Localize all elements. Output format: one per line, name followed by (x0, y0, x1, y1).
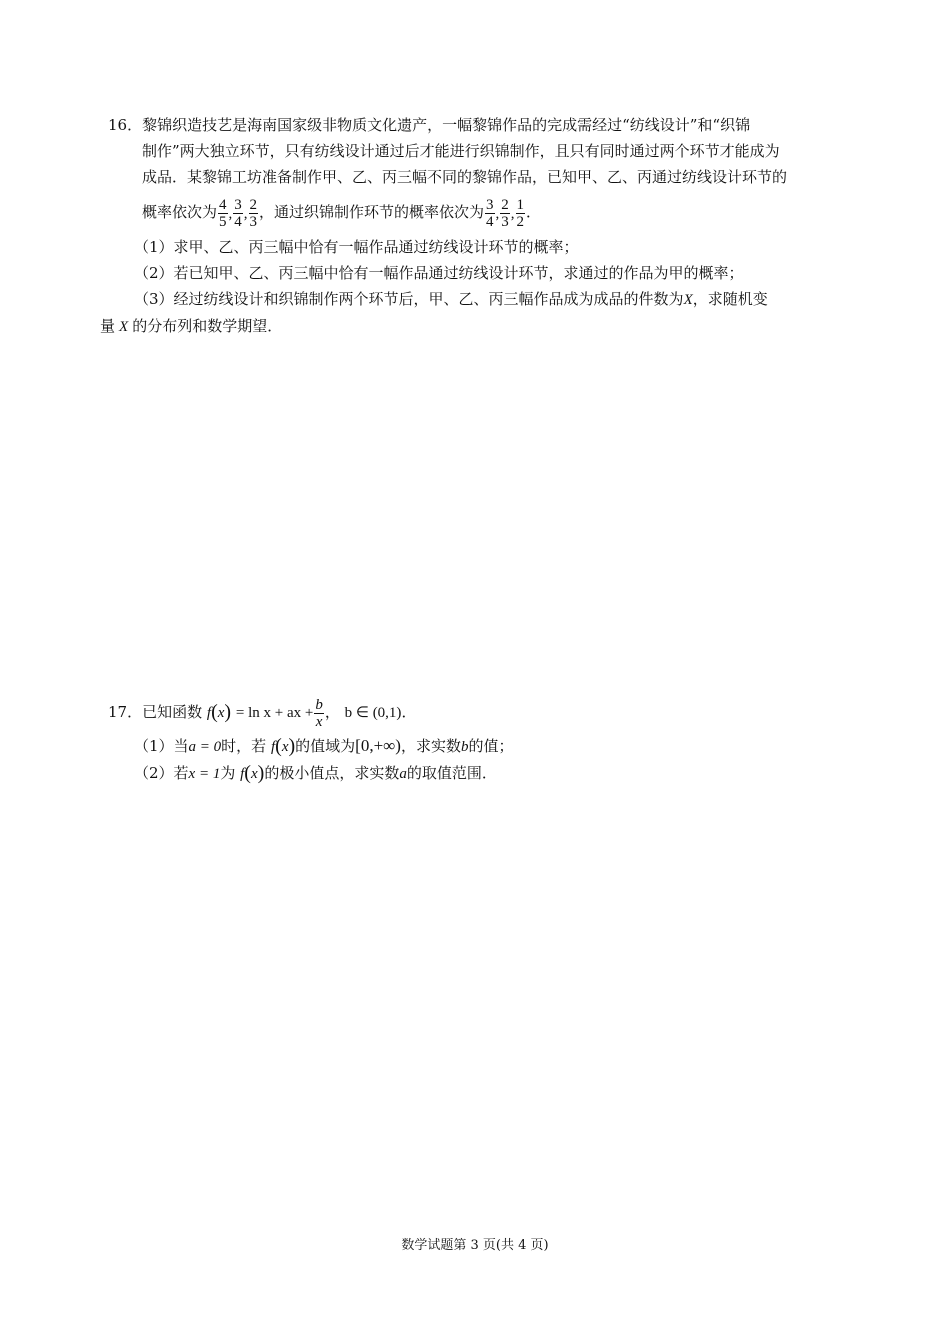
q16-prob-prefix: 概率依次为 (142, 203, 218, 221)
q16-line4-end: ． (526, 203, 542, 221)
frac-p2-0: $\frac{3}{4}$ (486, 197, 494, 230)
var-x: x (217, 705, 225, 721)
q16-sub3-cont (100, 313, 860, 340)
q16-line4 (100, 192, 860, 234)
func-f: f (206, 705, 212, 721)
q17-sub1-b: 时，若 (221, 737, 267, 755)
q17-sub2-b: 为 (220, 764, 236, 782)
q16-prob-mid: ，通过织锦制作环节的概率依次为 (259, 203, 485, 221)
var-X: X (683, 291, 693, 308)
q17-sub2-c: 的极小值点，求实数 (264, 764, 400, 782)
q16-line2: 制作”两大独立环节，只有纺线设计通过后才能进行织锦制作，且只有同时通过两个环节才能成为 (142, 142, 780, 160)
q16-sub3-text-c: 量 (100, 316, 116, 335)
q17-intro: 已知函数 (142, 703, 203, 721)
q16-sub3-text-a: （3）经过纺线设计和织锦制作两个环节后，甲、乙、丙三幅作品成为成品的件数为 (134, 289, 684, 308)
q17-range: [0,+∞) (355, 736, 401, 755)
q17-number: 17． (108, 703, 143, 721)
frac-b-over-x: $\frac{b}{x}$ (315, 696, 323, 730)
var-a: a (399, 766, 407, 782)
q16-text-1: 黎锦织造技艺是海南国家级非物质文化遗产，一幅黎锦作品的完成需经过“纺线设计”和“织锦 (142, 116, 751, 134)
q16-weave-probs: $\frac{3}{4}$ , $\frac{2}{3}$ , $\frac{1}{2}$ (486, 197, 525, 230)
func-f-3: f (240, 766, 245, 782)
q16-sub2: （2）若已知甲、乙、丙三幅中恰有一幅作品通过纺线设计环节，求通过的作品为甲的概率； (134, 263, 744, 282)
var-b: b (460, 739, 469, 755)
q17-sub1-e: 的值； (468, 737, 514, 755)
q17-end: ． (401, 703, 417, 721)
q17-comma: ， (324, 703, 340, 721)
frac-p1-0: $\frac{4}{5}$ (219, 197, 227, 230)
question-17 (100, 692, 860, 787)
q17-sub1-c: 的值域为 (295, 737, 356, 755)
var-x-2: x (281, 739, 289, 755)
q17-rhs: = ln x + ax + (235, 705, 314, 721)
q16-design-probs: $\frac{4}{5}$ , $\frac{3}{4}$ , $\frac{2}{3}$ (219, 197, 258, 230)
page-footer: 数学试题第 3 页(共 4 页) (401, 1238, 549, 1253)
q17-sub2: （2）若x = 1为 f(x)的极小值点，求实数a的取值范围． (134, 762, 497, 784)
q17-sub1-a: （1）当 (134, 737, 189, 755)
q16-number: 16． (108, 116, 143, 134)
q16-line1 (100, 112, 860, 138)
q16-sub3-text-b: ，求随机变 (692, 289, 768, 308)
q16-sub1: （1）求甲、乙、丙三幅中恰有一幅作品通过纺线设计环节的概率； (134, 237, 579, 256)
var-x-3: x (250, 766, 258, 782)
q17-cond: b ∈ (0,1) (344, 705, 402, 721)
q17-sub1-cond: a = 0 (188, 739, 222, 755)
frac-p1-1: $\frac{3}{4}$ (234, 197, 242, 230)
q17-line1: 17．已知函数 f(x) = ln x + ax + $\frac{b}{x}$ ， b ∈ (0,1)． (108, 696, 417, 730)
q17-sub2-cond: x = 1 (188, 766, 221, 782)
q16-sub3-text-d: 的分布列和数学期望． (132, 316, 283, 335)
q17-sub2-a: （2）若 (134, 764, 189, 782)
q16-sub3 (100, 286, 860, 313)
func-f-2: f (270, 739, 276, 755)
frac-p2-2: $\frac{1}{2}$ (516, 197, 525, 230)
q16-line3: 成品．某黎锦工坊准备制作甲、乙、丙三幅不同的黎锦作品，已知甲、乙、丙通过纺线设计环节的 (142, 168, 788, 186)
q17-sub2-d: 的取值范围． (406, 764, 497, 782)
frac-p1-2: $\frac{2}{3}$ (249, 197, 258, 230)
frac-p2-1: $\frac{2}{3}$ (501, 197, 509, 230)
question-16 (100, 112, 860, 340)
var-X-2: X (119, 318, 129, 335)
q17-sub1-d: ，求实数 (400, 737, 461, 755)
q17-sub1: （1）当a = 0时，若 f(x)的值域为[0,+∞)，求实数b的值； (134, 735, 514, 757)
